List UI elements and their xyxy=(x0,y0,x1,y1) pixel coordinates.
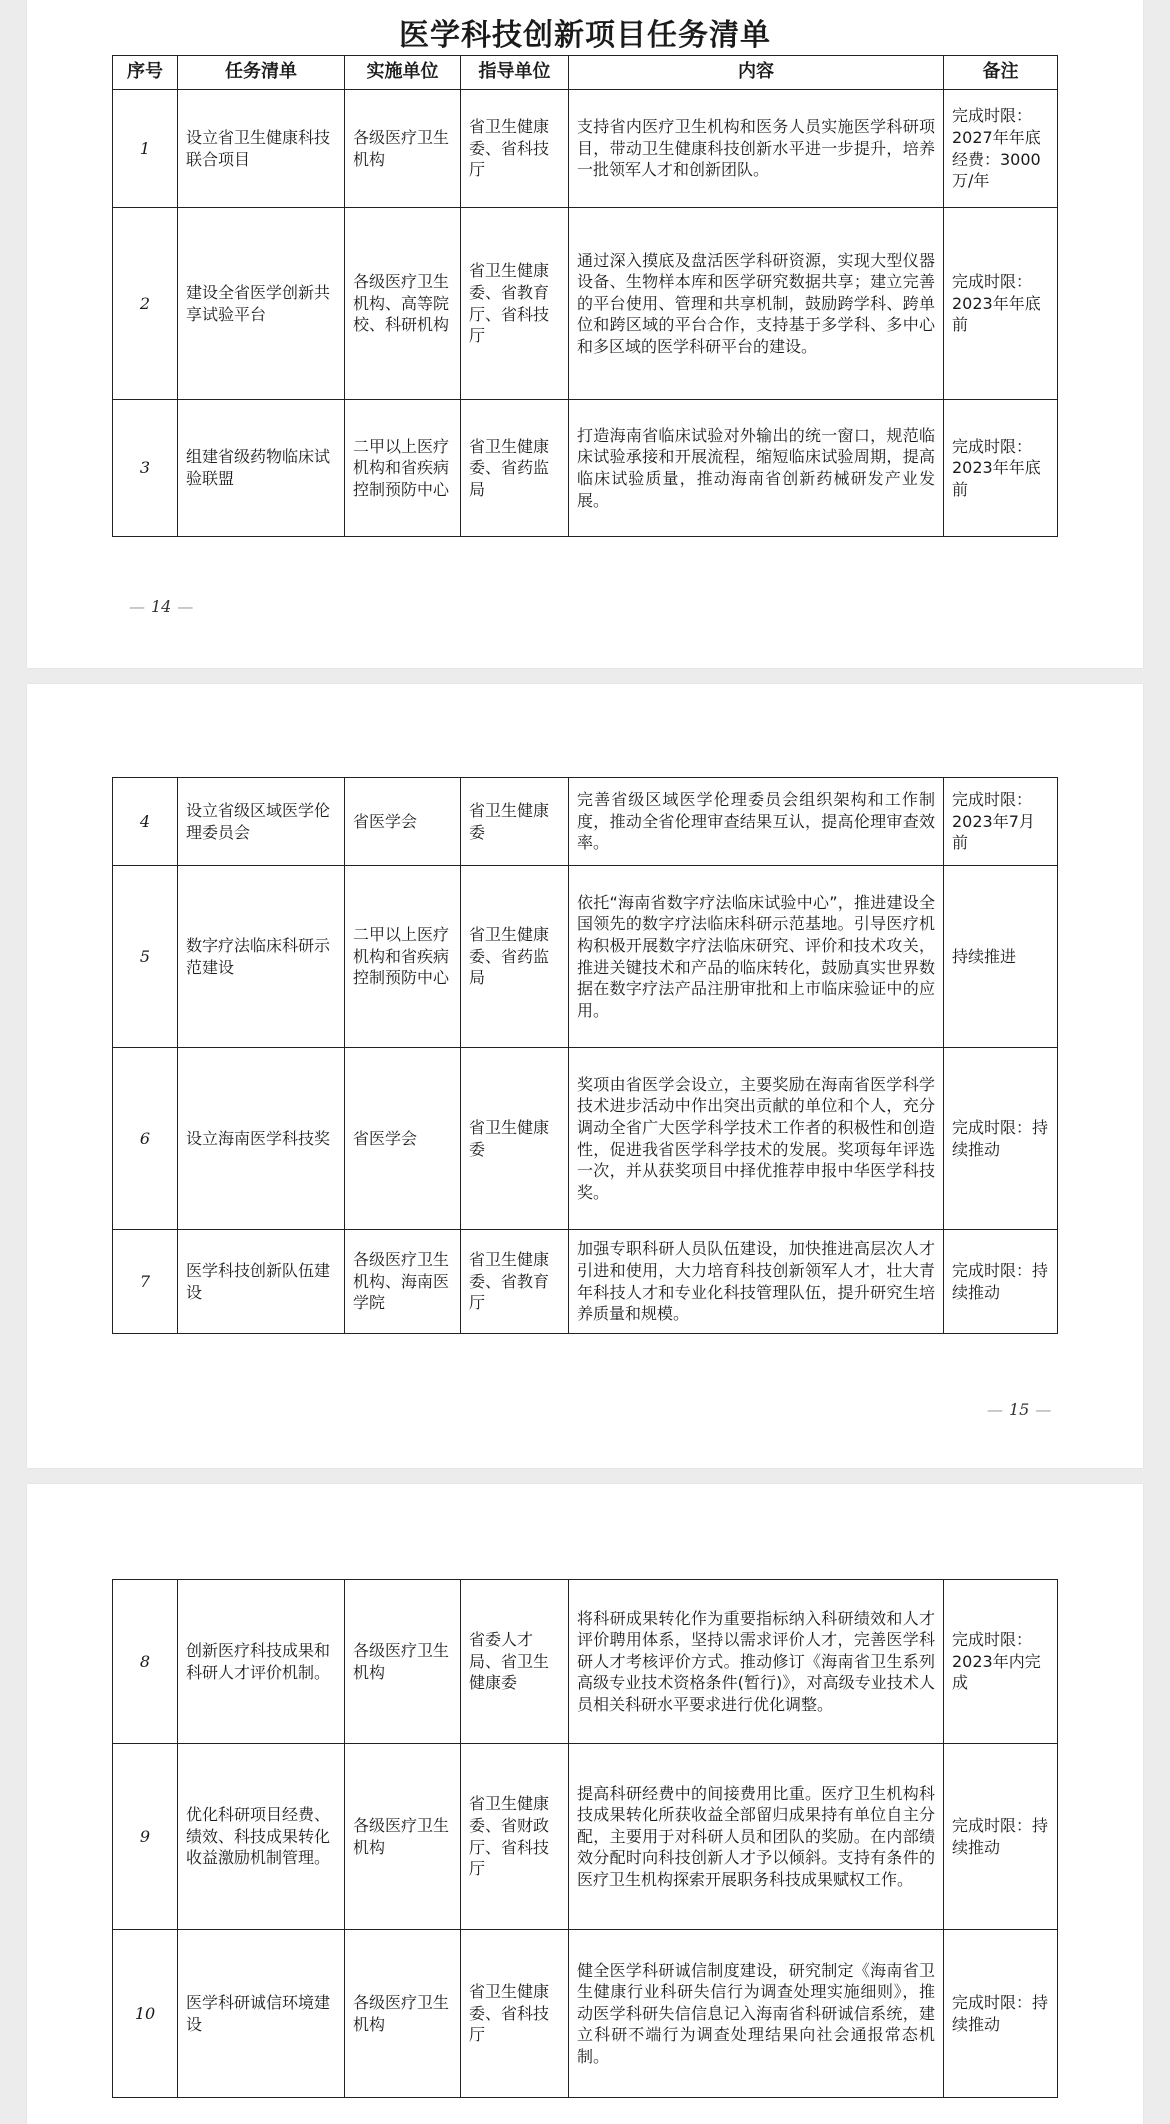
cell-no: 10 xyxy=(113,1930,178,2098)
table-row xyxy=(113,1230,1058,1334)
page-number-15: — 15 — xyxy=(987,1400,1052,1419)
table-row xyxy=(113,866,1058,1048)
cell-no: 3 xyxy=(113,400,178,537)
cell-content: 加强专职科研人员队伍建设，加快推进高层次人才引进和使用，大力培育科技创新领军人才，壮大青年科技人才和专业化科技管理队伍，提升研究生培养质量和规模。 xyxy=(569,1230,944,1334)
header-task: 任务清单 xyxy=(178,56,345,90)
cell-content: 完善省级区域医学伦理委员会组织架构和工作制度，推动全省伦理审查结果互认，提高伦理审查效率。 xyxy=(569,778,944,866)
document-page-2 xyxy=(27,684,1143,1468)
page-number-text: 15 xyxy=(1009,1400,1030,1419)
document-page-3 xyxy=(27,1484,1143,2124)
cell-guide: 省卫生健康委、省药监局 xyxy=(461,400,569,537)
cell-impl: 各级医疗卫生机构 xyxy=(345,1930,461,2098)
cell-note: 完成时限：2023年内完成 xyxy=(944,1580,1058,1744)
cell-content: 通过深入摸底及盘活医学科研资源，实现大型仪器设备、生物样本库和医学研究数据共享；建立完善的平台使用、管理和共享机制，鼓励跨学科、跨单位和跨区域的平台合作，支持基于多学科、多中心和多区域的医学科研平台的建设。 xyxy=(569,208,944,400)
header-content: 内容 xyxy=(569,56,944,90)
cell-guide: 省卫生健康委、省教育厅、省科技厅 xyxy=(461,208,569,400)
document-page-1 xyxy=(27,0,1143,668)
document-title: 医学科技创新项目任务清单 xyxy=(399,18,771,53)
cell-guide: 省卫生健康委、省药监局 xyxy=(461,866,569,1048)
cell-content: 健全医学科研诚信制度建设，研究制定《海南省卫生健康行业科研失信行为调查处理实施细则》，推动医学科研失信信息记入海南省科研诚信系统，建立科研不端行为调查处理结果向社会通报常态机制。 xyxy=(569,1930,944,2098)
cell-content: 奖项由省医学会设立，主要奖励在海南省医学科学技术进步活动中作出突出贡献的单位和个人，充分调动全省广大医学科学技术工作者的积极性和创造性，促进我省医学科学技术的发展。奖项每年评选一次，并从获奖项目中择优推荐申报中华医学科技奖。 xyxy=(569,1048,944,1230)
cell-impl: 二甲以上医疗机构和省疾病控制预防中心 xyxy=(345,400,461,537)
table-row xyxy=(113,1930,1058,2098)
header-no: 序号 xyxy=(113,56,178,90)
cell-note: 完成时限：持续推动 xyxy=(944,1230,1058,1334)
cell-guide: 省卫生健康委、省科技厅 xyxy=(461,90,569,208)
cell-content: 依托“海南省数字疗法临床试验中心”，推进建设全国领先的数字疗法临床科研示范基地。引导医疗机构积极开展数字疗法临床研究、评价和技术攻关，推进关键技术和产品的临床转化，鼓励真实世界数据在数字疗法产品注册审批和上市临床验证中的应用。 xyxy=(569,866,944,1048)
cell-impl: 省医学会 xyxy=(345,1048,461,1230)
cell-content: 支持省内医疗卫生机构和医务人员实施医学科研项目，带动卫生健康科技创新水平进一步提升，培养一批领军人才和创新团队。 xyxy=(569,90,944,208)
cell-note: 完成时限：2027年年底经费：3000万/年 xyxy=(944,90,1058,208)
header-guide: 指导单位 xyxy=(461,56,569,90)
cell-impl: 各级医疗卫生机构、海南医学院 xyxy=(345,1230,461,1334)
cell-task: 组建省级药物临床试验联盟 xyxy=(178,400,345,537)
cell-guide: 省卫生健康委 xyxy=(461,1048,569,1230)
cell-no: 8 xyxy=(113,1580,178,1744)
cell-note: 完成时限：2023年年底前 xyxy=(944,208,1058,400)
table-row xyxy=(113,90,1058,208)
page-number-14: — 14 — xyxy=(129,597,194,616)
cell-guide: 省卫生健康委、省财政厅、省科技厅 xyxy=(461,1744,569,1930)
cell-no: 6 xyxy=(113,1048,178,1230)
task-table-part-1 xyxy=(112,55,1058,537)
cell-content: 提高科研经费中的间接费用比重。医疗卫生机构科技成果转化所获收益全部留归成果持有单位自主分配，主要用于对科研人员和团队的奖励。在内部绩效分配时向科技创新人才予以倾斜。支持有条件的医疗卫生机构探索开展职务科技成果赋权工作。 xyxy=(569,1744,944,1930)
page-number-text: 14 xyxy=(151,597,172,616)
cell-task: 医学科研诚信环境建设 xyxy=(178,1930,345,2098)
cell-guide: 省卫生健康委、省教育厅 xyxy=(461,1230,569,1334)
cell-impl: 各级医疗卫生机构、高等院校、科研机构 xyxy=(345,208,461,400)
cell-impl: 省医学会 xyxy=(345,778,461,866)
cell-note: 持续推进 xyxy=(944,866,1058,1048)
task-table-part-3 xyxy=(112,1579,1058,2098)
cell-task: 创新医疗科技成果和科研人才评价机制。 xyxy=(178,1580,345,1744)
cell-impl: 各级医疗卫生机构 xyxy=(345,1744,461,1930)
cell-guide: 省委人才局、省卫生健康委 xyxy=(461,1580,569,1744)
table-row xyxy=(113,778,1058,866)
cell-note: 完成时限：持续推动 xyxy=(944,1048,1058,1230)
table-row xyxy=(113,1048,1058,1230)
table-row xyxy=(113,1744,1058,1930)
cell-no: 9 xyxy=(113,1744,178,1930)
cell-note: 完成时限：2023年7月前 xyxy=(944,778,1058,866)
cell-task: 设立省级区域医学伦理委员会 xyxy=(178,778,345,866)
cell-guide: 省卫生健康委、省科技厅 xyxy=(461,1930,569,2098)
cell-task: 设立海南医学科技奖 xyxy=(178,1048,345,1230)
cell-note: 完成时限：2023年年底前 xyxy=(944,400,1058,537)
table-header-row xyxy=(113,56,1058,90)
cell-content: 打造海南省临床试验对外输出的统一窗口，规范临床试验承接和开展流程，缩短临床试验周期，提高临床试验质量，推动海南省创新药械研发产业发展。 xyxy=(569,400,944,537)
cell-content: 将科研成果转化作为重要指标纳入科研绩效和人才评价聘用体系，坚持以需求评价人才，完善医学科研人才考核评价方式。推动修订《海南省卫生系列高级专业技术资格条件(暂行)》，对高级专业技术人员相关科研水平要求进行优化调整。 xyxy=(569,1580,944,1744)
cell-no: 5 xyxy=(113,866,178,1048)
cell-impl: 二甲以上医疗机构和省疾病控制预防中心 xyxy=(345,866,461,1048)
table-row xyxy=(113,208,1058,400)
cell-no: 7 xyxy=(113,1230,178,1334)
header-impl: 实施单位 xyxy=(345,56,461,90)
cell-impl: 各级医疗卫生机构 xyxy=(345,1580,461,1744)
cell-task: 优化科研项目经费、绩效、科技成果转化收益激励机制管理。 xyxy=(178,1744,345,1930)
cell-guide: 省卫生健康委 xyxy=(461,778,569,866)
cell-note: 完成时限：持续推动 xyxy=(944,1744,1058,1930)
table-row xyxy=(113,400,1058,537)
cell-no: 1 xyxy=(113,90,178,208)
cell-task: 医学科技创新队伍建设 xyxy=(178,1230,345,1334)
cell-task: 数字疗法临床科研示范建设 xyxy=(178,866,345,1048)
cell-note: 完成时限：持续推动 xyxy=(944,1930,1058,2098)
cell-no: 2 xyxy=(113,208,178,400)
cell-no: 4 xyxy=(113,778,178,866)
cell-task: 设立省卫生健康科技联合项目 xyxy=(178,90,345,208)
header-note: 备注 xyxy=(944,56,1058,90)
table-row xyxy=(113,1580,1058,1744)
task-table-part-2 xyxy=(112,777,1058,1334)
cell-task: 建设全省医学创新共享试验平台 xyxy=(178,208,345,400)
cell-impl: 各级医疗卫生机构 xyxy=(345,90,461,208)
